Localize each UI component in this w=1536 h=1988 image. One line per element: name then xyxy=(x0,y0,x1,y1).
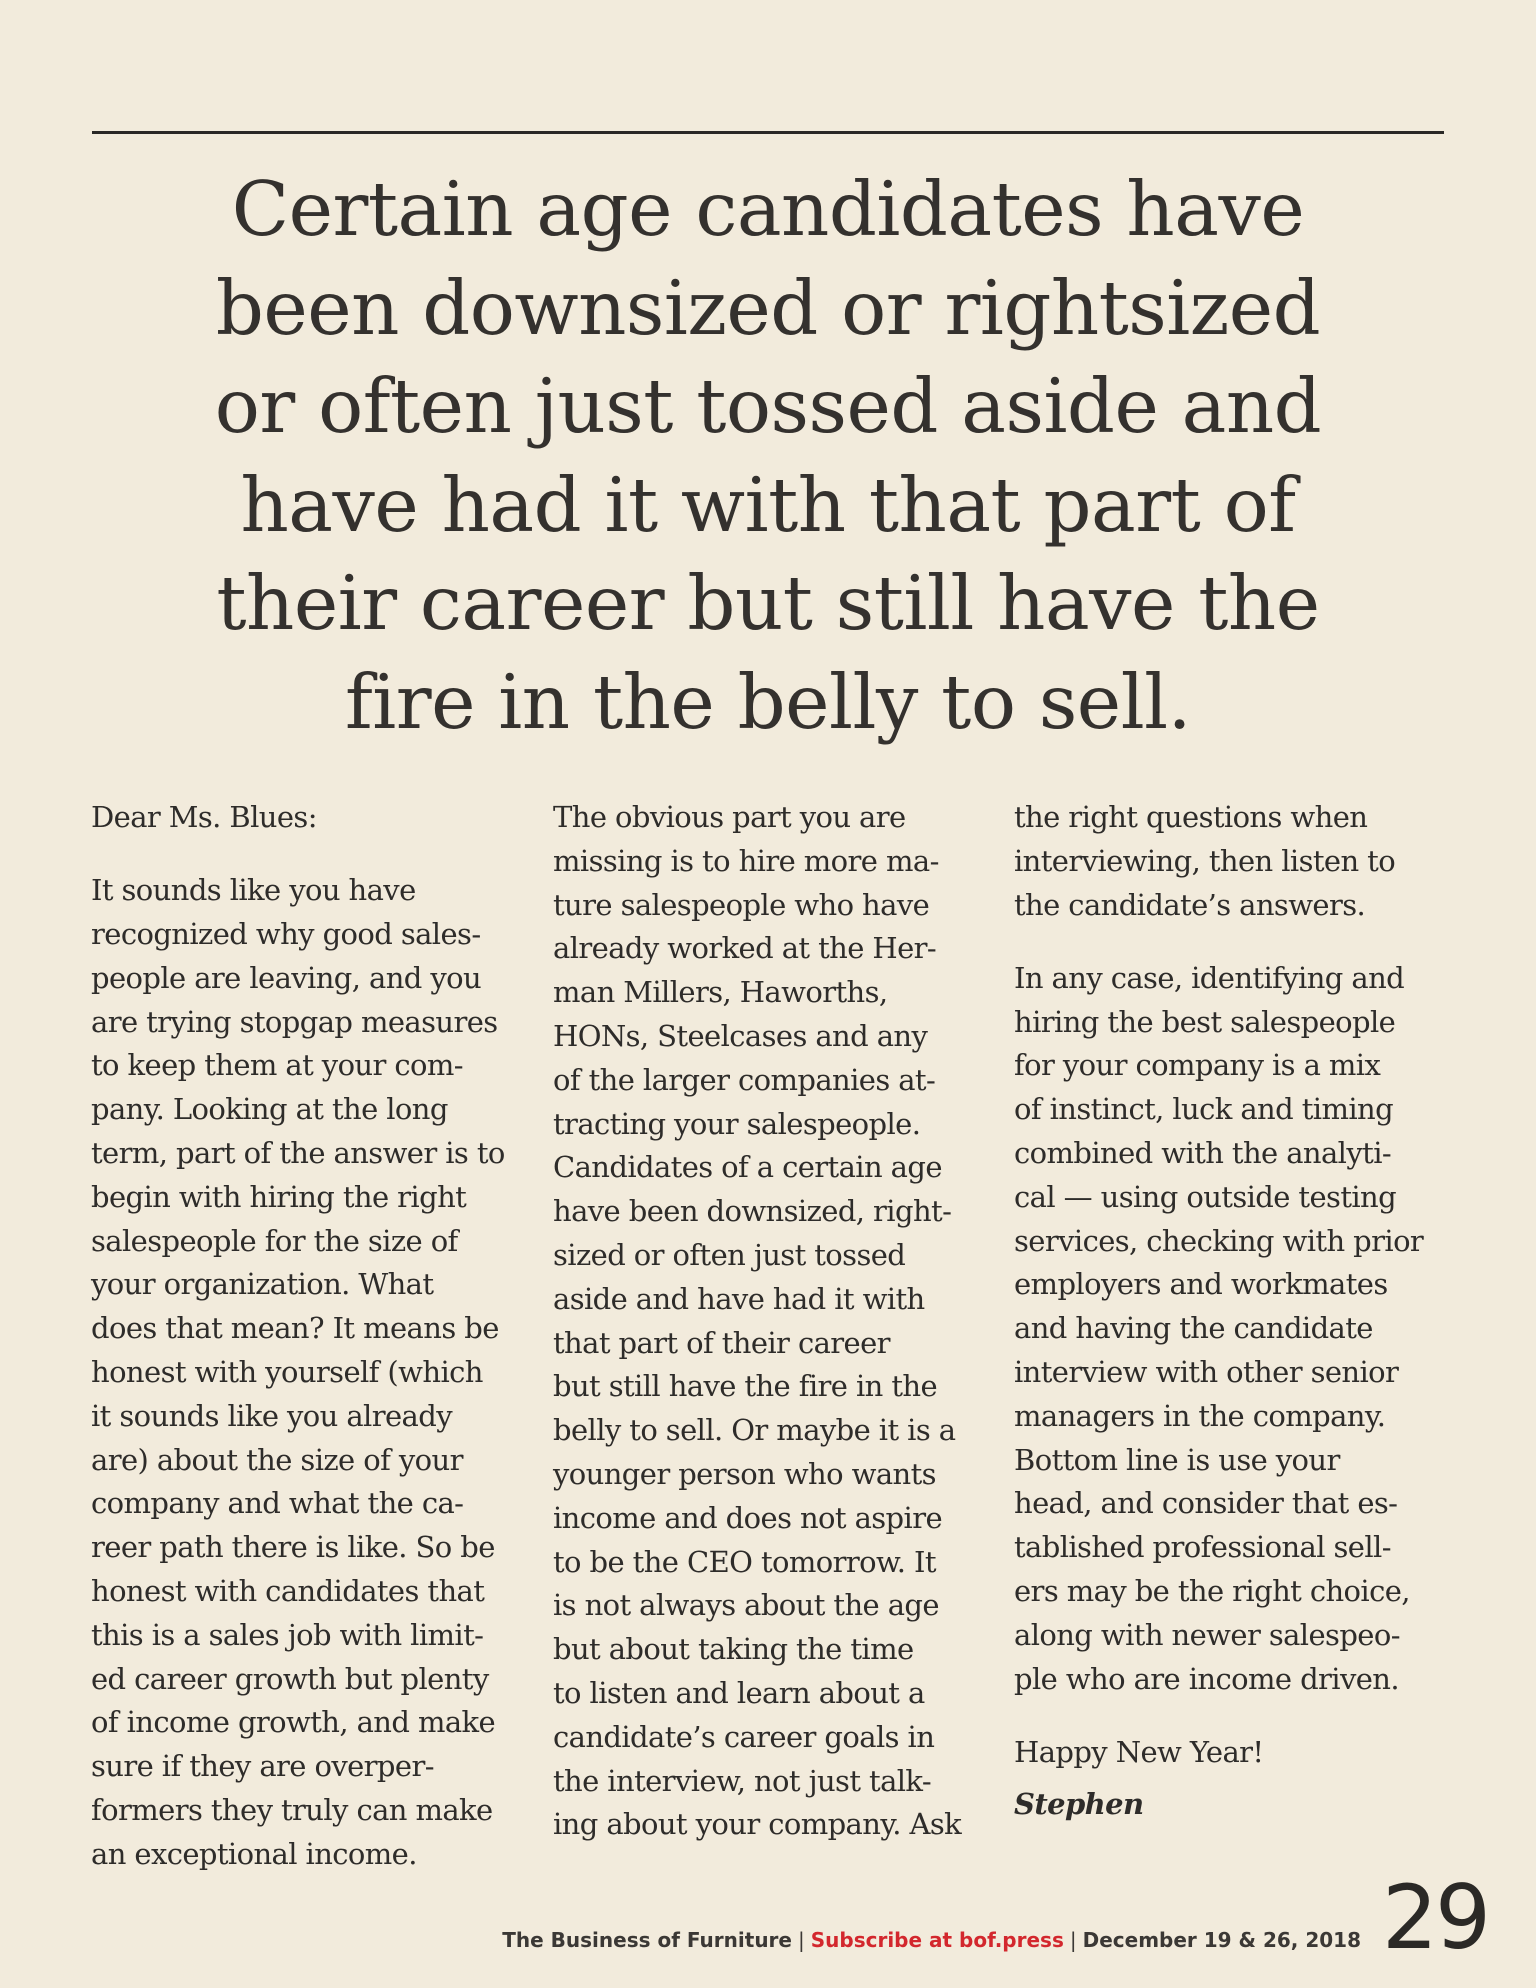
body-line: interview with other senior xyxy=(1014,1355,1399,1390)
body-line: are trying stopgap measures xyxy=(91,1004,498,1039)
body-line: of income growth, and make xyxy=(91,1705,496,1740)
body-line: honest with yourself (which xyxy=(91,1355,483,1390)
page-footer xyxy=(502,1928,1361,1952)
body-line: In any case, identifying and xyxy=(1014,960,1405,995)
publication-name: The Business of Furniture xyxy=(502,1928,792,1952)
article-column-1 xyxy=(91,796,531,1877)
pull-quote-line: Certain age candidates have xyxy=(231,165,1305,253)
body-line: this is a sales job with limit- xyxy=(91,1617,484,1652)
body-line: pany. Looking at the long xyxy=(91,1092,448,1127)
body-line: have been downsized, right- xyxy=(553,1194,952,1229)
body-line: formers they truly can make xyxy=(91,1793,493,1828)
salutation: Dear Ms. Blues: xyxy=(91,800,317,834)
body-line: company and what the ca- xyxy=(91,1486,464,1521)
body-line: managers in the company. xyxy=(1014,1398,1386,1433)
body-line: reer path there is like. So be xyxy=(91,1530,495,1565)
body-line: but about taking the time xyxy=(553,1632,914,1667)
body-line: Candidates of a certain age xyxy=(553,1150,942,1185)
body-line: HONs, Steelcases and any xyxy=(553,1018,928,1053)
body-line: services, checking with prior xyxy=(1014,1223,1424,1258)
body-line: does that mean? It means be xyxy=(91,1311,499,1346)
body-line: man Millers, Haworths, xyxy=(553,975,888,1010)
body-line: cal — using outside testing xyxy=(1014,1179,1397,1214)
body-line: tablished professional sell- xyxy=(1014,1530,1391,1565)
body-line: already worked at the Her- xyxy=(553,931,937,966)
body-line: are) about the size of your xyxy=(91,1442,463,1477)
subscribe-link[interactable]: Subscribe at bof.press xyxy=(810,1928,1064,1952)
body-line: head, and consider that es- xyxy=(1014,1486,1398,1521)
pull-quote-line: their career but still have the xyxy=(216,559,1320,647)
body-line: employers and workmates xyxy=(1014,1267,1388,1302)
body-line: but still have the fire in the xyxy=(553,1369,938,1404)
body-line: ed career growth but plenty xyxy=(91,1661,489,1696)
closing-line: Happy New Year! xyxy=(1014,1734,1264,1769)
body-line: the candidate’s answers. xyxy=(1014,887,1366,922)
body-line: your organization. What xyxy=(91,1267,434,1302)
body-line: to listen and learn about a xyxy=(553,1675,925,1710)
article-column-3 xyxy=(1014,796,1454,1827)
body-line: sized or often just tossed xyxy=(553,1237,906,1272)
body-line: and having the candidate xyxy=(1014,1311,1373,1346)
body-line: of instinct, luck and timing xyxy=(1014,1092,1394,1127)
body-line: it sounds like you already xyxy=(91,1398,452,1433)
body-line: hiring the best salespeople xyxy=(1014,1004,1396,1039)
body-line: people are leaving, and you xyxy=(91,960,482,995)
body-line: term, part of the answer is to xyxy=(91,1136,505,1171)
body-line: The obvious part you are xyxy=(553,800,906,834)
page-number: 29 xyxy=(1382,1866,1488,1969)
body-line: begin with hiring the right xyxy=(91,1179,467,1214)
body-line: sure if they are overper- xyxy=(91,1749,434,1784)
body-line: aside and have had it with xyxy=(553,1281,925,1316)
body-line: recognized why good sales- xyxy=(91,917,481,952)
pull-quote-line: have had it with that part of xyxy=(240,460,1296,549)
pull-quote-line: been downsized or rightsized xyxy=(215,263,1321,352)
body-line: an exceptional income. xyxy=(91,1836,417,1871)
body-line: candidate’s career goals in xyxy=(553,1719,935,1754)
footer-separator: | xyxy=(1069,1928,1077,1952)
pull-quote-line: fire in the belly to sell. xyxy=(344,657,1192,746)
body-line: to keep them at your com- xyxy=(91,1048,463,1083)
body-line: It sounds like you have xyxy=(91,873,416,908)
body-line: honest with candidates that xyxy=(91,1574,485,1609)
body-line: ers may be the right choice, xyxy=(1014,1574,1410,1609)
signature: Stephen xyxy=(1014,1786,1144,1821)
pull-quote-line: or often just tossed aside and xyxy=(214,362,1322,450)
issue-date: December 19 & 26, 2018 xyxy=(1082,1928,1361,1952)
body-line: income and does not aspire xyxy=(553,1500,943,1535)
body-line: younger person who wants xyxy=(553,1456,936,1491)
body-line: missing is to hire more ma- xyxy=(553,843,939,878)
body-line: to be the CEO tomorrow. It xyxy=(553,1544,936,1579)
body-line: ing about your company. Ask xyxy=(553,1807,962,1842)
body-line: ple who are income driven. xyxy=(1014,1661,1400,1696)
body-line: combined with the analyti- xyxy=(1014,1136,1392,1171)
body-line: for your company is a mix xyxy=(1014,1048,1381,1083)
body-line: that part of their career xyxy=(553,1325,890,1360)
body-line: Bottom line is use your xyxy=(1014,1442,1340,1477)
pull-quote xyxy=(92,160,1444,751)
body-line: salespeople for the size of xyxy=(91,1223,458,1258)
article-column-2 xyxy=(553,796,993,1847)
footer-separator: | xyxy=(797,1928,805,1952)
body-line: is not always about the age xyxy=(553,1588,939,1623)
body-line: the right questions when xyxy=(1014,800,1368,834)
body-line: of the larger companies at- xyxy=(553,1062,936,1097)
top-rule xyxy=(92,131,1444,134)
body-line: ture salespeople who have xyxy=(553,887,930,922)
body-line: belly to sell. Or maybe it is a xyxy=(553,1413,956,1448)
body-line: the interview, not just talk- xyxy=(553,1763,932,1798)
body-line: interviewing, then listen to xyxy=(1014,843,1396,878)
body-line: along with newer salespeo- xyxy=(1014,1617,1400,1652)
body-line: tracting your salespeople. xyxy=(553,1106,921,1141)
